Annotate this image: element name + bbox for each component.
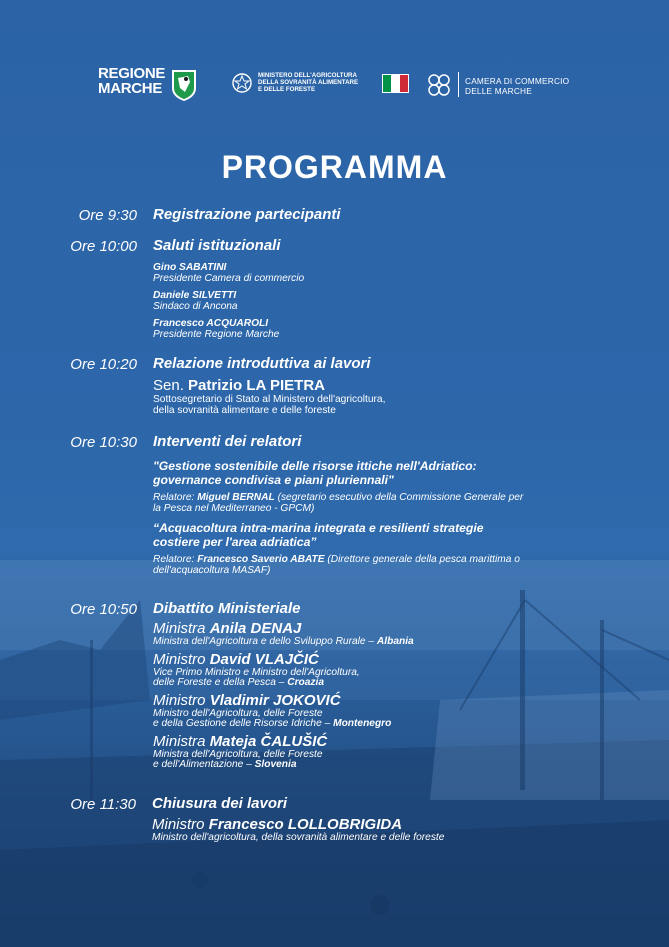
speaker-role-2: della sovranità alimentare e delle foreste xyxy=(153,405,336,416)
minister-country: Montenegro xyxy=(333,718,392,729)
talk-speaker-name: Miguel BERNAL xyxy=(197,492,275,503)
session-title: Chiusura dei lavori xyxy=(152,795,288,812)
minister-entry: Ministro David VLAJČIĆ Vice Primo Ministro e Ministro dell'Agricoltura, delle Foreste e della Pesca – Croazia xyxy=(153,650,360,688)
program-page: REGIONE MARCHE MINISTERO DELL'AGRICOLTURA DELLA SOVRANITÀ ALIMENTARE E DELLE FORESTE CAMERA DI COMMERCIO DELLE MARCHE PROGRAMMA Ore 9:30 Registrazione partecipanti Ore 10:00 Saluti istituzionali Gino SABATINI Presidente Camera di commercio Daniele SILVETTI Sindaco di Ancona Francesco ACQUAROLI Presidente Regione Marche Ore 10:20 Relazione introduttiva ai lavori Sen. Patrizio LA PIETRA Sottosegretario di Stato al Ministero dell'agricoltura, della sovranità alimentare e delle foreste Ore 10:30 Interventi dei relatori "Gestione sostenibile delle risorse ittiche nell'Adriatico: governance condivisa e piani pluriennali" Relatore: Miguel BERNAL (segretario esecutivo della Commissione Generale per la Pesca nel Mediterraneo - GPCM) “Acquacoltura intra-marina integrata e resilienti strategie costiere per l'area adriatica” Relatore: Francesco Saverio ABATE (Direttore generale della pesca marittima o dell'acquacoltura MASAF) Ore 10:50 Dibattito Ministeriale Ministra Anila DENAJ Ministra dell'Agricoltura e dello Sviluppo Rurale – Albania Ministro David VLAJČIĆ Vice Primo Ministro e Ministro dell'Agricoltura, delle Foreste e della Pesca – Croazia Ministro Vladimir JOKOVIĆ Ministro dell'Agricoltura, delle Foreste e della Gestione delle Risorse Idriche – Montenegro Ministra Mateja ČALUŠIĆ Ministra dell'Agricoltura, delle Foreste e dell'Alimentazione – Slovenia Ore 11:30 Chiusura dei lavori Ministro Francesco LOLLOBRIGIDA Ministro dell'agricoltura, della sovranità alimentare e delle foreste xyxy=(0,0,669,947)
talk-title-2: governance condivisa e piani pluriennali" xyxy=(153,473,394,487)
speaker-name xyxy=(153,377,613,394)
speaker-role: Sindaco di Ancona xyxy=(153,301,238,312)
chamber-name xyxy=(465,76,569,96)
speaker-entry xyxy=(153,290,613,312)
session-time: Ore 10:00 xyxy=(70,238,137,255)
talk-speaker: Relatore: Francesco Saverio ABATE (Direttore generale della pesca marittima o xyxy=(153,554,520,565)
session-time: Ore 10:30 xyxy=(70,434,137,451)
minister-entry: Ministra Mateja ČALUŠIĆ Ministra dell'Agricoltura, delle Foreste e dell'Alimentazione – Slovenia xyxy=(153,732,328,770)
ministry-line-3: E DELLE FORESTE xyxy=(258,86,316,93)
session-title: Interventi dei relatori xyxy=(153,433,302,450)
header-logos xyxy=(0,62,669,108)
minister-entry: Ministro Vladimir JOKOVIĆ Ministro dell'Agricoltura, delle Foreste e della Gestione delle Risorse Idriche – Montenegro xyxy=(153,691,392,729)
page-title: PROGRAMMA xyxy=(221,149,448,185)
minister-name: Vladimir JOKOVIĆ xyxy=(209,691,341,709)
italian-emblem-icon xyxy=(232,72,252,94)
session-title: Relazione introduttiva ai lavori xyxy=(153,355,371,372)
ministry-line-2: DELLA SOVRANITÀ ALIMENTARE xyxy=(258,79,359,86)
minister-entry: Ministra Anila DENAJ Ministra dell'Agricoltura e dello Sviluppo Rurale – Albania xyxy=(153,620,414,647)
session-title: Saluti istituzionali xyxy=(153,237,281,254)
session-title: Dibattito Ministeriale xyxy=(153,600,301,617)
talk-speaker-detail: dell'acquacoltura MASAF) xyxy=(153,565,271,576)
talk-speaker-detail: la Pesca nel Mediterraneo - GPCM) xyxy=(153,503,315,514)
speaker-role-1: Sottosegretario di Stato al Ministero dell'agricoltura, xyxy=(153,394,386,405)
ministry-line-1: MINISTERO DELL'AGRICOLTURA xyxy=(258,72,357,79)
knot-icon xyxy=(424,70,454,100)
italian-flag-icon xyxy=(382,74,409,93)
talk-entry xyxy=(153,459,613,514)
minister-role: Ministro dell'agricoltura, della sovranità alimentare e delle foreste xyxy=(152,832,445,843)
speaker-entry xyxy=(153,318,613,340)
speaker-name: Daniele SILVETTI xyxy=(153,290,237,301)
speaker-entry xyxy=(153,262,613,284)
ministry-name xyxy=(258,72,358,93)
speaker-role: Presidente Camera di commercio xyxy=(153,273,305,284)
region-logo-text-2: MARCHE xyxy=(98,80,163,97)
regione-marche-logo xyxy=(98,66,165,96)
minister-name: Mateja ČALUŠIĆ xyxy=(209,732,328,750)
chamber-line-1: CAMERA DI COMMERCIO xyxy=(465,76,570,86)
session-time: Ore 11:30 xyxy=(70,796,136,813)
speaker-fullname: Patrizio LA PIETRA xyxy=(188,377,325,394)
talk-speaker: Relatore: Miguel BERNAL (segretario esecutivo della Commissione Generale per xyxy=(153,492,524,503)
session-time: Ore 10:50 xyxy=(70,601,137,618)
talk-title-1: “Acquacoltura intra-marina integrata e resilienti strategie xyxy=(153,521,484,535)
talk-title-2: costiere per l'area adriatica” xyxy=(153,535,317,549)
session-time: Ore 9:30 xyxy=(78,207,137,224)
speaker-prefix: Sen. xyxy=(153,377,184,394)
session-title: Registrazione partecipanti xyxy=(153,206,341,223)
region-logo-text-1: REGIONE xyxy=(98,65,166,82)
minister-name: Anila DENAJ xyxy=(209,620,302,637)
talk-entry xyxy=(153,521,613,576)
talk-speaker-name: Francesco Saverio ABATE xyxy=(197,554,325,565)
logo-divider xyxy=(458,72,459,97)
shield-icon xyxy=(170,68,198,102)
session-time: Ore 10:20 xyxy=(70,356,137,373)
minister-country: Croazia xyxy=(287,677,325,688)
minister-name: David VLAJČIĆ xyxy=(209,650,319,668)
talk-title-1: "Gestione sostenibile delle risorse ittiche nell'Adriatico: xyxy=(153,459,477,473)
minister-name: Francesco LOLLOBRIGIDA xyxy=(208,816,403,833)
minister-country: Albania xyxy=(376,636,414,647)
speaker-name: Francesco ACQUAROLI xyxy=(153,318,269,329)
minister-country: Slovenia xyxy=(254,759,297,770)
speaker-role: Presidente Regione Marche xyxy=(153,329,280,340)
speaker-name: Gino SABATINI xyxy=(153,262,227,273)
chamber-line-2: DELLE MARCHE xyxy=(465,86,532,96)
